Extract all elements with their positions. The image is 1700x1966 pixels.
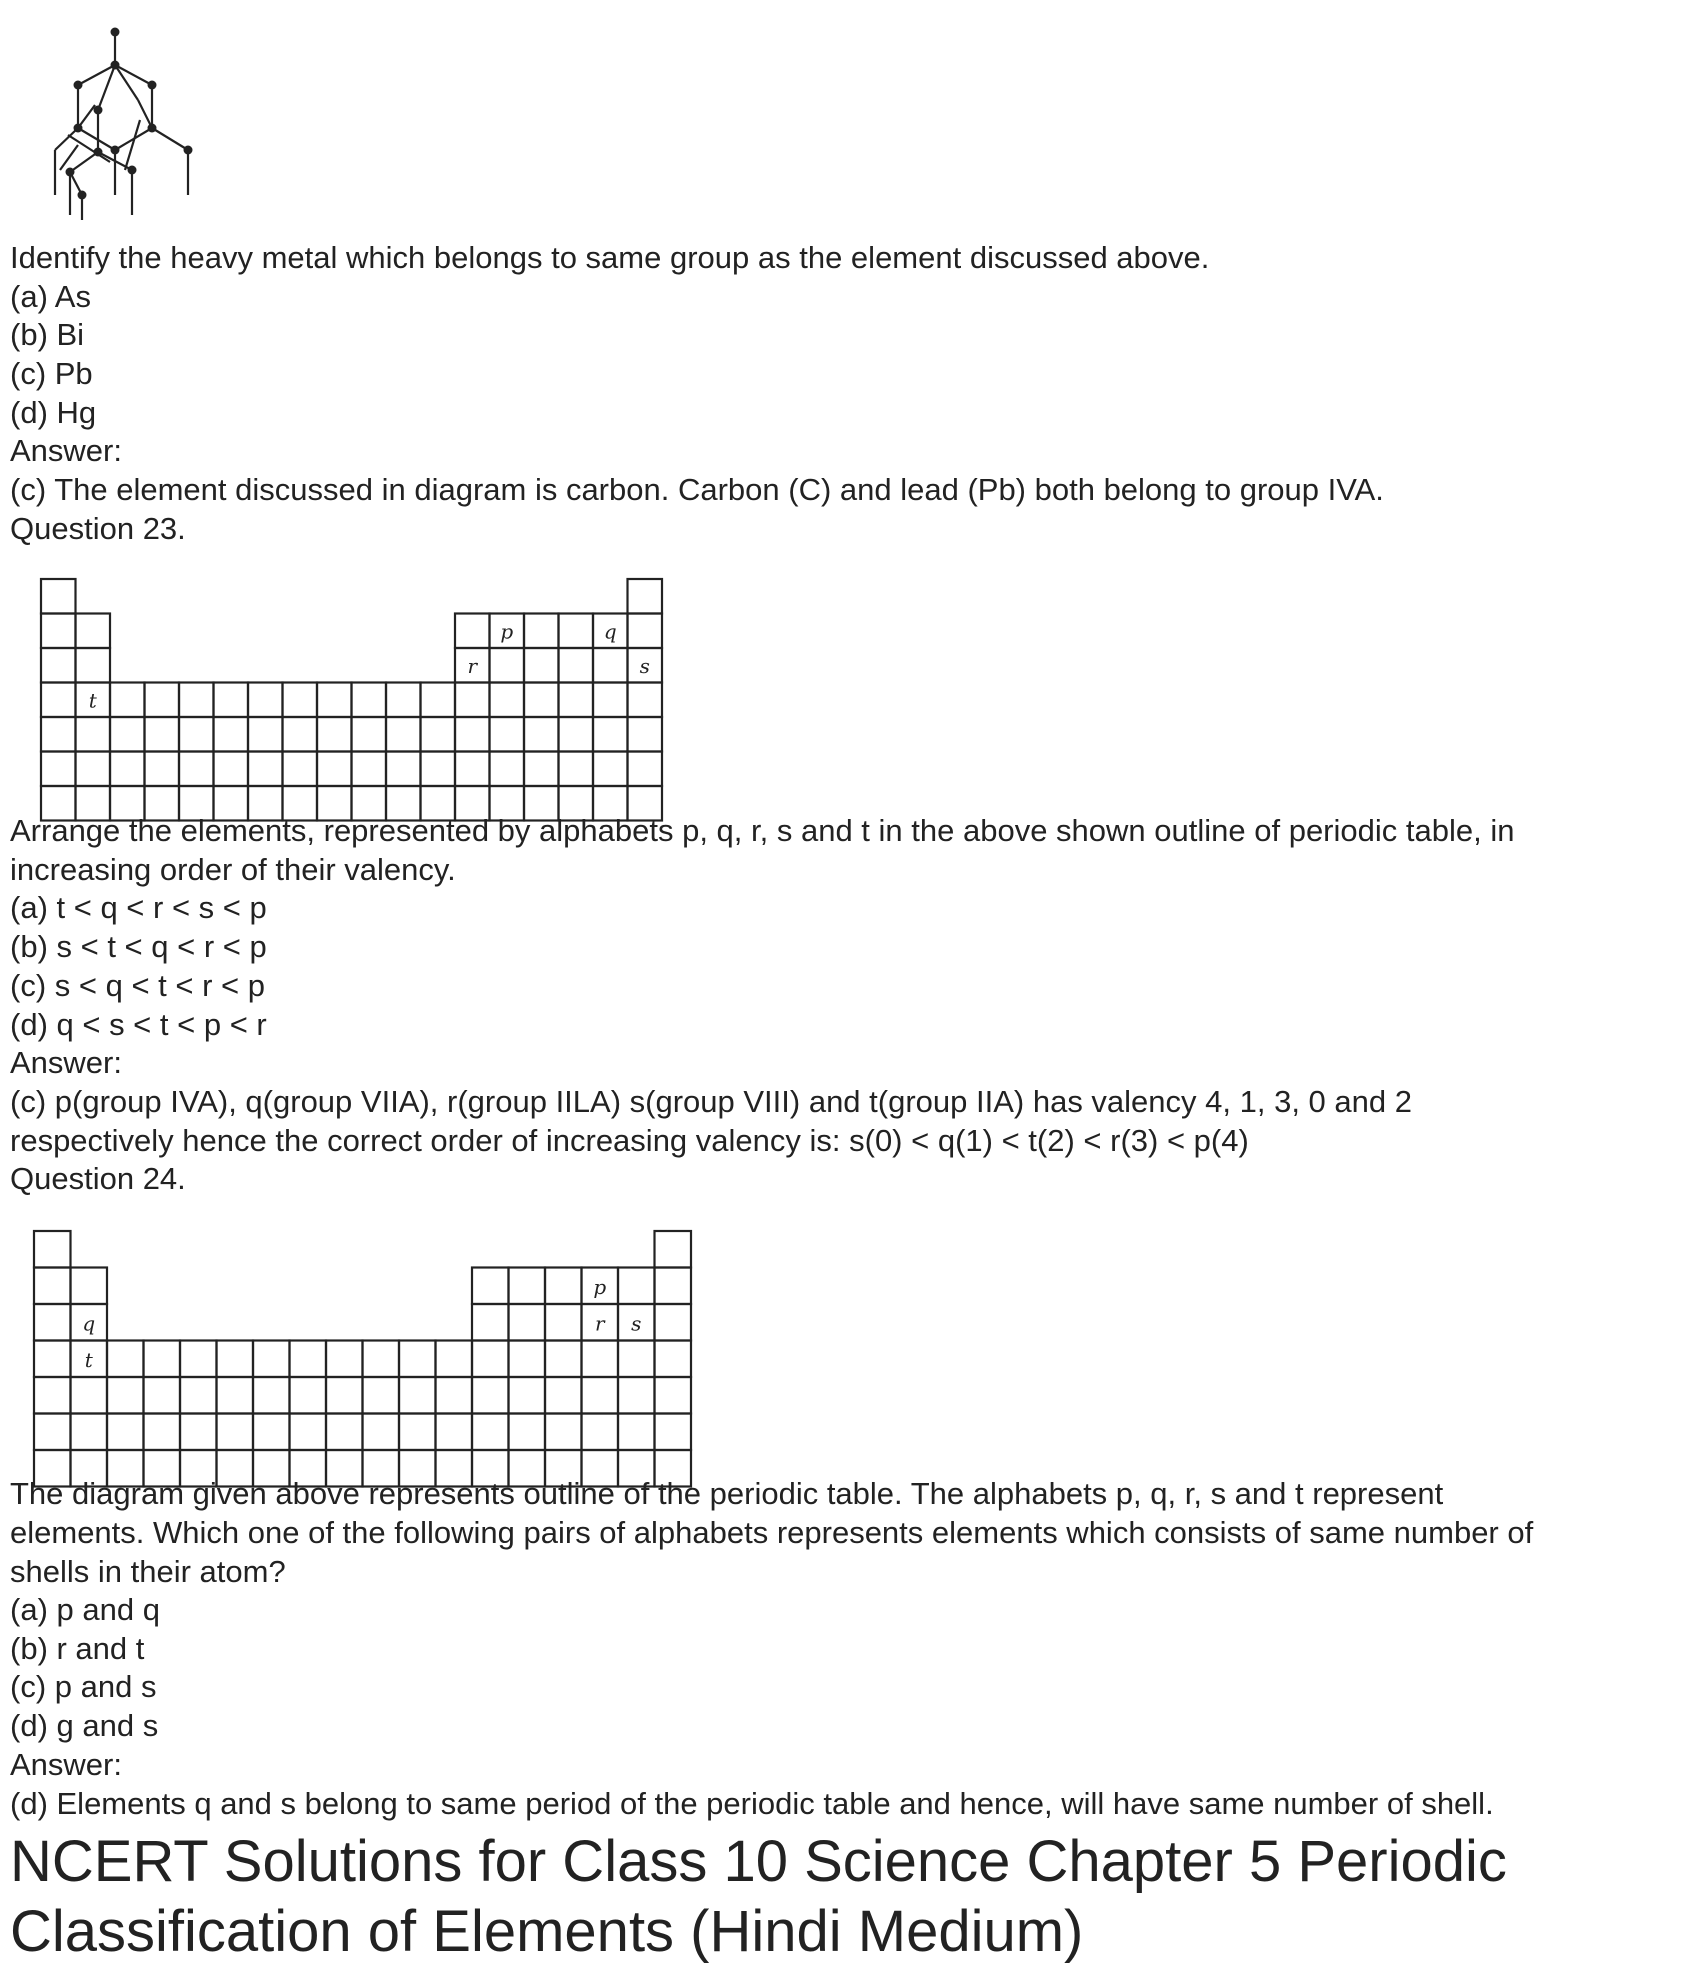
q23-table-cell <box>421 752 456 787</box>
q24-table-cell <box>618 1268 655 1305</box>
q24-table-cell <box>545 1414 582 1451</box>
q24-table-label-s: s <box>631 1311 642 1336</box>
q23-table-cell <box>145 752 180 787</box>
q24-table-cell <box>655 1268 692 1305</box>
q23-table-cell <box>317 717 352 752</box>
q23-table-cell <box>524 648 559 683</box>
q23-table-cell <box>110 752 145 787</box>
q24-table-cell <box>180 1414 217 1451</box>
q23-table-cell <box>490 648 525 683</box>
q23-option-d: (d) q < s < t < p < r <box>10 1007 267 1042</box>
q23-table-cell <box>386 683 421 718</box>
q23-table-cell <box>214 717 249 752</box>
q23-table-cell <box>110 683 145 718</box>
q23-table-cell <box>248 752 283 787</box>
carbon-structure-diagram <box>20 20 210 225</box>
q22-answer: (c) The element discussed in diagram is carbon. Carbon (C) and lead (Pb) both belong to group IVA. <box>10 472 1384 507</box>
q23-table-cell <box>593 752 628 787</box>
q24-table-cell <box>290 1414 327 1451</box>
q24-table-cell <box>290 1341 327 1378</box>
q22-option-c: (c) Pb <box>10 356 93 391</box>
q24-table-cell <box>582 1341 619 1378</box>
q23-table-label-s: s <box>639 653 650 678</box>
q24-table-cell <box>180 1341 217 1378</box>
q24-table-cell <box>34 1304 71 1341</box>
q24-table-cell <box>34 1414 71 1451</box>
q23-table-cell <box>455 752 490 787</box>
q23-option-b: (b) s < t < q < r < p <box>10 929 267 964</box>
q24-table-cell <box>253 1414 290 1451</box>
q24-table-cell <box>253 1341 290 1378</box>
q24-table-cell <box>217 1341 254 1378</box>
q24-table-cell <box>399 1377 436 1414</box>
q24-table-cell <box>34 1231 71 1268</box>
q24-table-cell <box>71 1377 108 1414</box>
q23-table-cell <box>41 579 76 614</box>
q23-table-cell <box>524 683 559 718</box>
q23-table-cell <box>145 717 180 752</box>
q24-option-d: (d) g and s <box>10 1708 159 1743</box>
q24-question-line-3: shells in their atom? <box>10 1554 286 1589</box>
q24-table-cell <box>472 1304 509 1341</box>
q23-table-cell <box>145 683 180 718</box>
q23-table-cell <box>41 752 76 787</box>
q22-answer-label: Answer: <box>10 433 122 468</box>
q23-table-cell <box>248 683 283 718</box>
q24-table-cell <box>326 1377 363 1414</box>
q24-table-cell <box>472 1341 509 1378</box>
q23-table-cell <box>524 752 559 787</box>
q23-table-cell <box>628 579 663 614</box>
q24-table-cell <box>217 1414 254 1451</box>
q23-table-cell <box>455 683 490 718</box>
q23-table-cell <box>352 683 387 718</box>
q24-table-cell <box>144 1341 181 1378</box>
q24-table-cell <box>253 1377 290 1414</box>
q23-table-cell <box>76 752 111 787</box>
q24-table-cell <box>71 1268 108 1305</box>
q23-table-cell <box>524 614 559 649</box>
q24-table-cell <box>472 1377 509 1414</box>
q24-table-cell <box>107 1341 144 1378</box>
q24-table-cell <box>144 1414 181 1451</box>
q23-table-cell <box>179 683 214 718</box>
q22-option-a: (a) As <box>10 279 91 314</box>
q24-table-cell <box>545 1268 582 1305</box>
q23-table-cell <box>214 752 249 787</box>
q23-table-cell <box>248 717 283 752</box>
q23-table-cell <box>628 614 663 649</box>
q24-table-cell <box>71 1414 108 1451</box>
q24-table-cell <box>217 1377 254 1414</box>
q24-periodic-table-outline <box>33 1230 693 1452</box>
q23-table-cell <box>421 683 456 718</box>
q24-table-cell <box>509 1377 546 1414</box>
q24-table-cell <box>326 1414 363 1451</box>
q23-table-cell <box>593 717 628 752</box>
q24-question-line-2: elements. Which one of the following pairs of alphabets represents elements which consists of same number of <box>10 1515 1534 1550</box>
q24-table-cell <box>509 1268 546 1305</box>
q24-table-label-p: p <box>593 1274 607 1299</box>
q24-table-cell <box>509 1304 546 1341</box>
q23-table-cell <box>593 683 628 718</box>
q24-table-cell <box>107 1377 144 1414</box>
q23-table-cell <box>41 648 76 683</box>
q23-table-cell <box>76 614 111 649</box>
q24-option-c: (c) p and s <box>10 1669 157 1704</box>
q23-answer-line-2: respectively hence the correct order of increasing valency is: s(0) < q(1) < t(2) < r(3) < p(4) <box>10 1123 1249 1158</box>
q23-table-cell <box>490 752 525 787</box>
q23-periodic-table-outline <box>40 578 670 792</box>
q24-table-cell <box>655 1377 692 1414</box>
q24-option-a: (a) p and q <box>10 1592 160 1627</box>
q24-table-cell <box>399 1341 436 1378</box>
q23-table-cell <box>524 717 559 752</box>
q23-table-cell <box>455 614 490 649</box>
q24-table-cell <box>545 1304 582 1341</box>
q23-table-cell <box>490 717 525 752</box>
q22-option-b: (b) Bi <box>10 317 85 352</box>
q23-table-cell <box>214 683 249 718</box>
q24-table-label-r: r <box>594 1311 605 1336</box>
q23-answer-label: Answer: <box>10 1045 122 1080</box>
q24-table-cell <box>509 1414 546 1451</box>
q24-table-cell <box>326 1341 363 1378</box>
q23-table-cell <box>628 717 663 752</box>
q23-table-cell <box>455 717 490 752</box>
q23-table-label-q: q <box>603 619 617 644</box>
q23-question-line-2: increasing order of their valency. <box>10 852 456 887</box>
q23-table-cell <box>76 717 111 752</box>
q24-table-cell <box>655 1231 692 1268</box>
q24-table-cell <box>545 1341 582 1378</box>
q24-table-cell <box>363 1414 400 1451</box>
q24-table-cell <box>618 1414 655 1451</box>
q23-table-cell <box>41 717 76 752</box>
q23-table-cell <box>41 683 76 718</box>
q24-table-cell <box>472 1414 509 1451</box>
q23-question-line-1: Arrange the elements, represented by alphabets p, q, r, s and t in the above shown outline of periodic table, in <box>10 813 1515 848</box>
q24-table-cell <box>655 1304 692 1341</box>
q23-table-cell <box>559 752 594 787</box>
q24-table-cell <box>34 1268 71 1305</box>
q23-answer-line-1: (c) p(group IVA), q(group VIIA), r(group IILA) s(group VIII) and t(group IIA) has valency 4, 1, 3, 0 and 2 <box>10 1084 1412 1119</box>
q23-option-a: (a) t < q < r < s < p <box>10 890 267 925</box>
q23-table-cell <box>559 717 594 752</box>
q24-table-cell <box>144 1377 181 1414</box>
q24-table-cell <box>655 1414 692 1451</box>
q24-table-cell <box>655 1341 692 1378</box>
q23-table-cell <box>386 717 421 752</box>
q24-answer: (d) Elements q and s belong to same period of the periodic table and hence, will have same number of shell. <box>10 1786 1494 1821</box>
q23-table-cell <box>76 648 111 683</box>
q24-table-label-t: t <box>84 1347 93 1372</box>
q23-table-cell <box>110 717 145 752</box>
q23-table-cell <box>559 683 594 718</box>
q23-table-label-t: t <box>88 688 97 713</box>
q23-table-cell <box>283 683 318 718</box>
q24-table-cell <box>436 1341 473 1378</box>
q23-table-cell <box>179 752 214 787</box>
q24-table-cell <box>180 1377 217 1414</box>
q23-table-cell <box>317 752 352 787</box>
q23-table-cell <box>593 648 628 683</box>
q23-table-cell <box>352 717 387 752</box>
q24-table-cell <box>472 1268 509 1305</box>
q24-table-label-q: q <box>82 1311 96 1336</box>
q24-table-cell <box>436 1414 473 1451</box>
q24-answer-label: Answer: <box>10 1747 122 1782</box>
q23-table-cell <box>386 752 421 787</box>
q23-table-cell <box>317 683 352 718</box>
q24-title: Question 24. <box>10 1161 186 1196</box>
q23-table-cell <box>283 717 318 752</box>
q24-table-cell <box>363 1377 400 1414</box>
q23-table-cell <box>559 648 594 683</box>
q24-question-line-1: The diagram given above represents outline of the periodic table. The alphabets p, q, r, s and t represent <box>10 1476 1444 1511</box>
q24-table-cell <box>290 1377 327 1414</box>
q24-table-cell <box>363 1341 400 1378</box>
q24-table-cell <box>436 1377 473 1414</box>
q24-table-cell <box>618 1377 655 1414</box>
q23-table-cell <box>490 683 525 718</box>
heading-line-1: NCERT Solutions for Class 10 Science Chapter 5 Periodic <box>10 1829 1507 1894</box>
q23-title: Question 23. <box>10 511 186 546</box>
q23-table-cell <box>628 752 663 787</box>
q23-table-cell <box>628 683 663 718</box>
q23-table-label-r: r <box>467 653 478 678</box>
q23-table-cell <box>352 752 387 787</box>
q23-table-cell <box>41 614 76 649</box>
heading-line-2: Classification of Elements (Hindi Medium) <box>10 1899 1084 1964</box>
q24-table-cell <box>582 1414 619 1451</box>
q23-table-cell <box>559 614 594 649</box>
q23-option-c: (c) s < q < t < r < p <box>10 968 265 1003</box>
q22-question: Identify the heavy metal which belongs to same group as the element discussed above. <box>10 240 1210 275</box>
q23-table-cell <box>283 752 318 787</box>
q24-table-cell <box>399 1414 436 1451</box>
q24-table-cell <box>618 1341 655 1378</box>
q24-table-cell <box>545 1377 582 1414</box>
q24-table-cell <box>34 1341 71 1378</box>
q24-table-cell <box>34 1377 71 1414</box>
q23-table-cell <box>179 717 214 752</box>
q24-table-cell <box>107 1414 144 1451</box>
q23-table-label-p: p <box>500 619 514 644</box>
q24-table-cell <box>509 1341 546 1378</box>
q23-table-cell <box>421 717 456 752</box>
q22-option-d: (d) Hg <box>10 395 97 430</box>
q24-option-b: (b) r and t <box>10 1631 145 1666</box>
q24-table-cell <box>582 1377 619 1414</box>
